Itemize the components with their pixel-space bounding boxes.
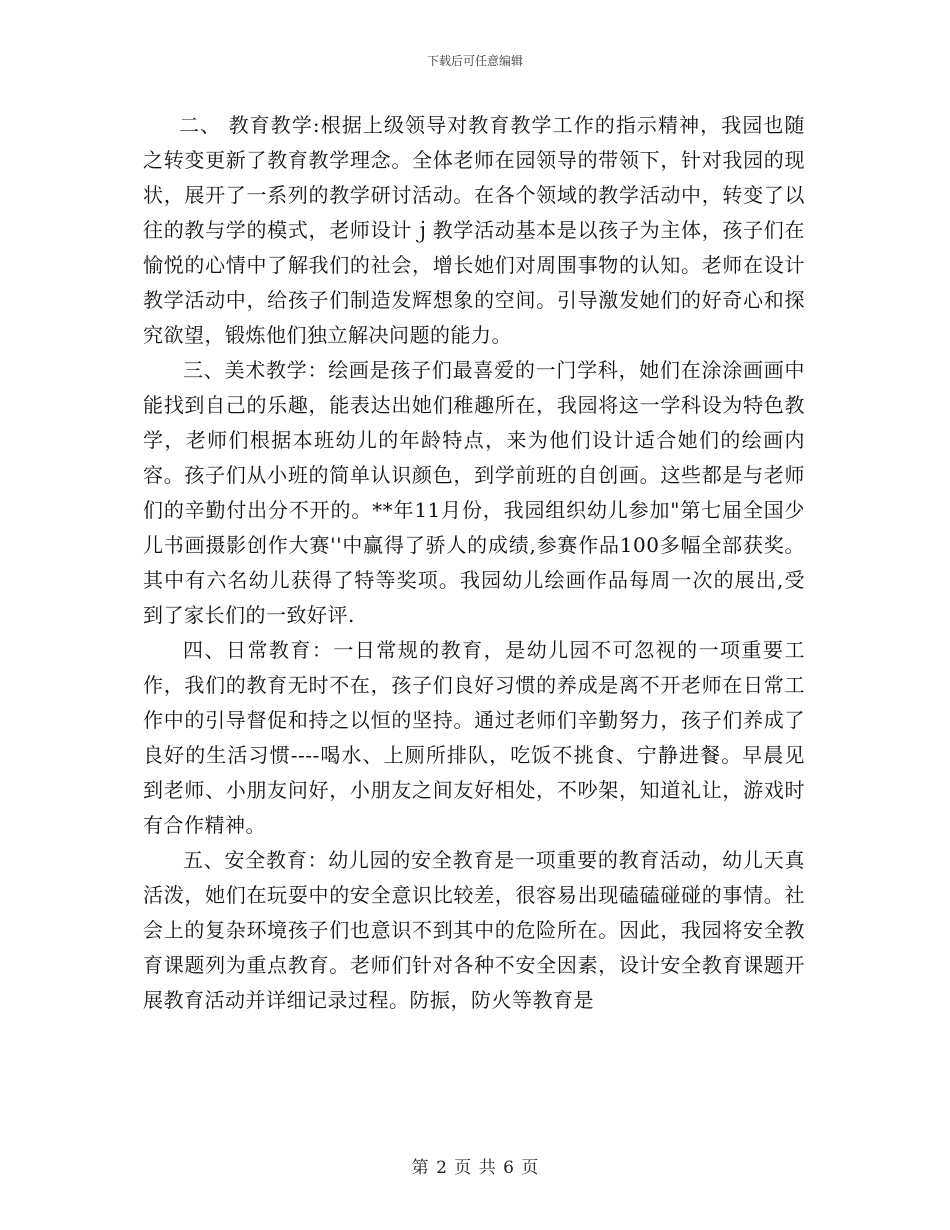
page-header: 下载后可任意编辑 <box>426 54 523 68</box>
paragraph-daily-education: 四、日常教育：一日常规的教育，是幼儿园不可忽视的一项重要工作，我们的教育无时不在，孩子们良好习惯的养成是离不开老师在日常工作中的引导督促和持之以恒的坚持。通过老师们辛勤努力，孩子们养成了良好的生活习惯----喝水、上厕所排队，吃饭不挑食、宁静进餐。早晨见到老师、小朋友问好，小朋友之间友好相处，不吵架，知道礼让，游戏时有合作精神。 <box>143 638 805 837</box>
paragraph-safety-education: 五、安全教育：幼儿园的安全教育是一项重要的教育活动，幼儿天真活泼，她们在玩耍中的安全意识比较差，很容易出现磕磕碰碰的事情。社会上的复杂环境孩子们也意识不到其中的危险所在。因此，我园将安全教育课题列为重点教育。老师们针对各种不安全因素，设计安全教育课题开展教育活动并详细记录过程。防振，防火等教育是 <box>143 848 805 1012</box>
page-footer: 第 2 页 共 6 页 <box>411 1158 539 1178</box>
paragraph-teaching: 二、 教育教学:根据上级领导对教育教学工作的指示精神，我园也随之转变更新了教育教学理念。全体老师在园领导的带领下，针对我园的现状，展开了一系列的教学研讨活动。在各个领域的教学活动中，转变了以往的教与学的模式，老师设计ｊ教学活动基本是以孩子为主体，孩子们在愉悦的心情中了解我们的社会，增长她们对周围事物的认知。老师在设计教学活动中，给孩子们制造发辉想象的空间。引导激发她们的好奇心和探究欲望，锻炼他们独立解决问题的能力。 <box>143 113 805 347</box>
document-body <box>143 108 805 1018</box>
paragraph-art-teaching: 三、美术教学：绘画是孩子们最喜爱的一门学科，她们在涂涂画画中能找到自己的乐趣，能表达出她们稚趣所在，我园将这一学科设为特色教学，老师们根据本班幼儿的年龄特点，来为他们设计适合她们的绘画内容。孩子们从小班的简单认识颜色，到学前班的自创画。这些都是与老师们的辛勤付出分不开的。**年11月份，我园组织幼儿参加"第七届全国少儿书画摄影创作大赛''中赢得了骄人的成绩,参赛作品100多幅全部获奖。其中有六名幼儿获得了特等奖项。我园幼儿绘画作品每周一次的展出,受到了家长们的一致好评. <box>143 358 805 627</box>
